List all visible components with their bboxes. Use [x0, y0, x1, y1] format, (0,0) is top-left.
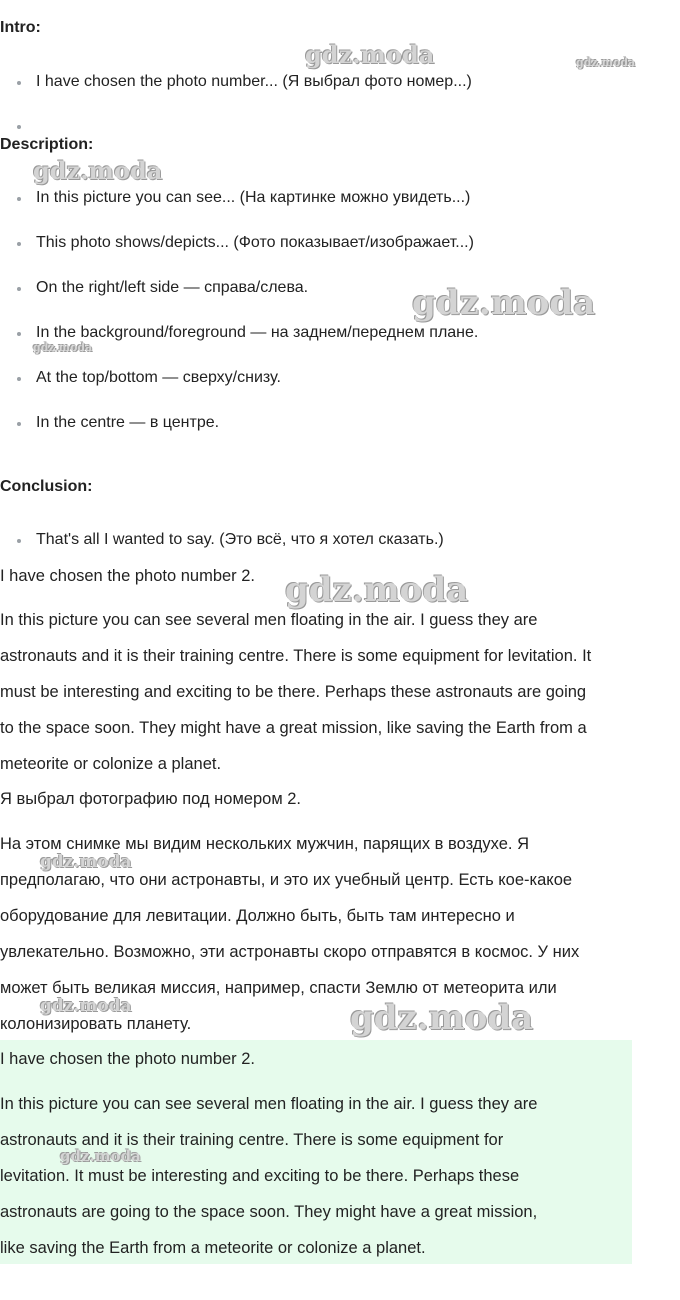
russian-text-line: увлекательно. Возможно, эти астронавты скоро отправятся в космос. У них [0, 943, 580, 961]
watermark: gdz.moda [33, 341, 93, 354]
highlighted-text-line: astronauts are going to the space soon. They might have a great mission, [0, 1203, 538, 1221]
russian-text-line: Я выбрал фотографию под номером 2. [0, 790, 302, 808]
russian-text-line: может быть великая миссия, например, спасти Землю от метеорита или [0, 979, 557, 997]
highlighted-text-line: I have chosen the photo number 2. [0, 1050, 256, 1068]
russian-text-line: предполагаю, что они астронавты, и это их учебный центр. Есть кое-какое [0, 871, 573, 889]
watermark: gdz.moda [40, 996, 132, 1016]
russian-text-line: На этом снимке мы видим нескольких мужчин, парящих в воздухе. Я [0, 835, 529, 853]
english-text-line: must be interesting and exciting to be there. Perhaps these astronauts are going [0, 683, 587, 701]
watermark: gdz.moda [40, 852, 132, 872]
english-text-line: I have chosen the photo number 2. [0, 567, 256, 585]
english-text-line: In this picture you can see several men floating in the air. I guess they are [0, 611, 538, 629]
bullet-dot-icon [17, 377, 21, 381]
russian-text-line: оборудование для левитации. Должно быть, быть там интересно и [0, 907, 515, 925]
highlighted-text-line: like saving the Earth from a meteorite or colonize a planet. [0, 1239, 426, 1257]
watermark: gdz.moda [412, 283, 596, 323]
description-heading: Description: [0, 136, 94, 153]
watermark: gdz.moda [33, 156, 163, 185]
bullet-dot-icon [17, 81, 21, 85]
highlighted-text-line: levitation. It must be interesting and exciting to be there. Perhaps these [0, 1167, 520, 1185]
empty-bullet-dot-icon [17, 125, 21, 129]
highlighted-text-line: In this picture you can see several men floating in the air. I guess they are [0, 1095, 538, 1113]
watermark: gdz.moda [305, 40, 435, 69]
bullet-dot-icon [17, 539, 21, 543]
bullet-dot-icon [17, 422, 21, 426]
intro-heading: Intro: [0, 19, 41, 36]
bullet-dot-icon [17, 287, 21, 291]
russian-text-line: колонизировать планету. [0, 1015, 192, 1033]
english-text-line: to the space soon. They might have a great mission, like saving the Earth from a [0, 719, 587, 737]
english-text-line: astronauts and it is their training centre. There is some equipment for levitation. It [0, 647, 592, 665]
english-text-line: meteorite or colonize a planet. [0, 755, 222, 773]
bullet-dot-icon [17, 242, 21, 246]
bullet-dot-icon [17, 197, 21, 201]
bullet-dot-icon [17, 332, 21, 336]
watermark: gdz.moda [60, 1147, 141, 1165]
watermark: gdz.moda [350, 998, 534, 1038]
highlighted-text-line: astronauts and it is their training centre. There is some equipment for [0, 1131, 504, 1149]
watermark: gdz.moda [576, 56, 636, 69]
watermark: gdz.moda [285, 570, 469, 610]
conclusion-heading: Conclusion: [0, 478, 93, 495]
